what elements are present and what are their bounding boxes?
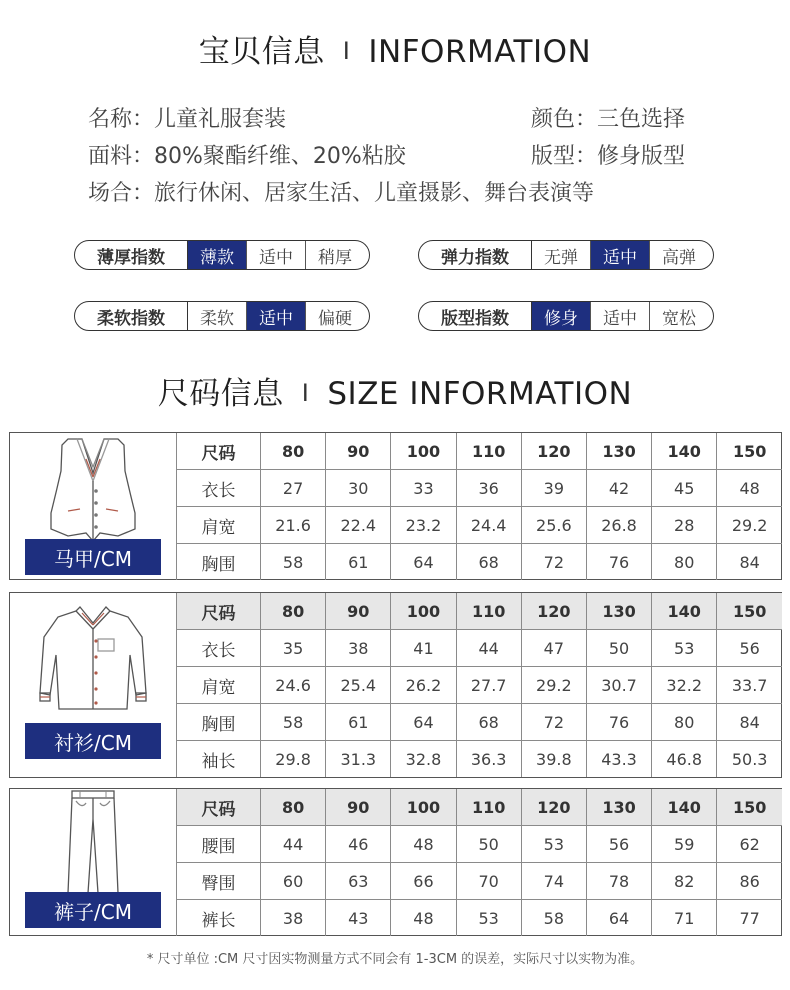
measurement-cell: 58 bbox=[261, 544, 326, 581]
index-option: 偏硬 bbox=[318, 308, 352, 329]
measurement-cell: 47 bbox=[521, 630, 586, 667]
index-option: 宽松 bbox=[662, 308, 696, 329]
measurement-cell: 29.8 bbox=[261, 741, 326, 778]
measurement-cell: 53 bbox=[521, 826, 586, 863]
product-fit: 版型：修身版型 bbox=[531, 144, 686, 169]
measurement-cell: 61 bbox=[326, 704, 391, 741]
measurement-cell: 80 bbox=[652, 704, 717, 741]
measurement-cell: 36 bbox=[456, 470, 521, 507]
measurement-cell: 80 bbox=[652, 544, 717, 581]
measurement-cell: 72 bbox=[521, 704, 586, 741]
size-header-row bbox=[177, 593, 783, 630]
row-label: 肩宽 bbox=[177, 507, 261, 544]
trousers-label: 裤子/CM bbox=[25, 892, 161, 928]
measurement-cell: 32.8 bbox=[391, 741, 456, 778]
row-label: 尺码 bbox=[177, 433, 261, 470]
index-option: 高弹 bbox=[662, 247, 696, 268]
measurement-cell: 66 bbox=[391, 863, 456, 900]
vest-label: 马甲/CM bbox=[25, 539, 161, 575]
measurement-cell: 58 bbox=[521, 900, 586, 937]
measurement-cell: 68 bbox=[456, 704, 521, 741]
size-cell: 110 bbox=[456, 789, 521, 826]
measurement-cell: 50.3 bbox=[717, 741, 782, 778]
table-row bbox=[177, 741, 783, 778]
measurement-cell: 46 bbox=[326, 826, 391, 863]
measurement-cell: 64 bbox=[586, 900, 651, 937]
measurement-cell: 61 bbox=[326, 544, 391, 581]
measurement-cell: 33.7 bbox=[717, 667, 782, 704]
measurement-cell: 30 bbox=[326, 470, 391, 507]
size-cell: 150 bbox=[717, 789, 782, 826]
measurement-cell: 53 bbox=[456, 900, 521, 937]
size-cell: 120 bbox=[521, 593, 586, 630]
table-row bbox=[177, 667, 783, 704]
row-label: 衣长 bbox=[177, 470, 261, 507]
table-row bbox=[177, 470, 783, 507]
index-name: 薄厚指数 bbox=[75, 241, 188, 269]
measurement-cell: 56 bbox=[717, 630, 782, 667]
size-cell: 140 bbox=[652, 593, 717, 630]
measurement-cell: 76 bbox=[586, 544, 651, 581]
measurement-cell: 76 bbox=[586, 704, 651, 741]
trousers-size-table bbox=[176, 789, 782, 936]
size-cell: 140 bbox=[652, 789, 717, 826]
title-separator: I bbox=[342, 37, 351, 65]
size-cell: 80 bbox=[261, 593, 326, 630]
measurement-cell: 86 bbox=[717, 863, 782, 900]
measurement-cell: 74 bbox=[521, 863, 586, 900]
index-option-selected: 适中 bbox=[247, 302, 306, 330]
row-label: 尺码 bbox=[177, 593, 261, 630]
row-label: 衣长 bbox=[177, 630, 261, 667]
measurement-cell: 29.2 bbox=[521, 667, 586, 704]
vest-size-block bbox=[9, 432, 782, 580]
size-cell: 90 bbox=[326, 593, 391, 630]
row-label: 肩宽 bbox=[177, 667, 261, 704]
shirt-size-block bbox=[9, 592, 782, 778]
measurement-cell: 32.2 bbox=[652, 667, 717, 704]
measurement-cell: 48 bbox=[391, 900, 456, 937]
table-row bbox=[177, 630, 783, 667]
index-name: 柔软指数 bbox=[75, 302, 188, 330]
measurement-cell: 44 bbox=[456, 630, 521, 667]
measurement-cell: 59 bbox=[652, 826, 717, 863]
product-occasion: 场合：旅行休闲、居家生活、儿童摄影、舞台表演等 bbox=[88, 181, 595, 206]
index-name: 弹力指数 bbox=[419, 241, 532, 269]
size-cell: 120 bbox=[521, 433, 586, 470]
measurement-cell: 72 bbox=[521, 544, 586, 581]
measurement-cell: 78 bbox=[586, 863, 651, 900]
index-option: 适中 bbox=[247, 241, 306, 269]
table-row bbox=[177, 704, 783, 741]
measurement-cell: 38 bbox=[261, 900, 326, 937]
index-elasticity bbox=[418, 240, 714, 270]
measurement-cell: 77 bbox=[717, 900, 782, 937]
measurement-cell: 48 bbox=[717, 470, 782, 507]
index-option: 稍厚 bbox=[318, 247, 352, 268]
trousers-size-block bbox=[9, 788, 782, 936]
measurement-cell: 56 bbox=[586, 826, 651, 863]
measurement-cell: 58 bbox=[261, 704, 326, 741]
size-cell: 140 bbox=[652, 433, 717, 470]
row-label: 腰围 bbox=[177, 826, 261, 863]
measurement-cell: 27 bbox=[261, 470, 326, 507]
size-cell: 150 bbox=[717, 433, 782, 470]
row-label: 尺码 bbox=[177, 789, 261, 826]
measurement-cell: 84 bbox=[717, 544, 782, 581]
measurement-cell: 50 bbox=[456, 826, 521, 863]
index-option: 柔软 bbox=[188, 302, 247, 330]
size-cell: 120 bbox=[521, 789, 586, 826]
measurement-cell: 48 bbox=[391, 826, 456, 863]
index-softness bbox=[74, 301, 370, 331]
measurement-cell: 43.3 bbox=[586, 741, 651, 778]
size-information-title bbox=[0, 368, 790, 413]
size-cell: 80 bbox=[261, 789, 326, 826]
measurement-cell: 21.6 bbox=[261, 507, 326, 544]
measurement-cell: 27.7 bbox=[456, 667, 521, 704]
vest-size-table bbox=[176, 433, 782, 580]
measurement-cell: 26.2 bbox=[391, 667, 456, 704]
measurement-cell: 24.6 bbox=[261, 667, 326, 704]
size-cell: 90 bbox=[326, 433, 391, 470]
measurement-cell: 36.3 bbox=[456, 741, 521, 778]
measurement-cell: 41 bbox=[391, 630, 456, 667]
index-name: 版型指数 bbox=[419, 302, 532, 330]
measurement-cell: 44 bbox=[261, 826, 326, 863]
measurement-cell: 31.3 bbox=[326, 741, 391, 778]
row-label: 袖长 bbox=[177, 741, 261, 778]
measurement-cell: 29.2 bbox=[717, 507, 782, 544]
measurement-cell: 64 bbox=[391, 544, 456, 581]
measurement-cell: 39 bbox=[521, 470, 586, 507]
index-option: 适中 bbox=[591, 302, 650, 330]
table-row bbox=[177, 544, 783, 581]
measurement-cell: 30.7 bbox=[586, 667, 651, 704]
row-label: 胸围 bbox=[177, 704, 261, 741]
measurement-cell: 38 bbox=[326, 630, 391, 667]
row-label: 臀围 bbox=[177, 863, 261, 900]
index-thickness bbox=[74, 240, 370, 270]
measurement-cell: 43 bbox=[326, 900, 391, 937]
index-fit bbox=[418, 301, 714, 331]
footnote: * 尺寸单位 :CM 尺寸因实物测量方式不同会有 1-3CM 的误差，实际尺寸以实物为准。 bbox=[146, 952, 644, 967]
measurement-cell: 26.8 bbox=[586, 507, 651, 544]
size-header-row bbox=[177, 789, 783, 826]
measurement-cell: 70 bbox=[456, 863, 521, 900]
shirt-size-table bbox=[176, 593, 782, 777]
table-row bbox=[177, 900, 783, 937]
size-header-row bbox=[177, 433, 783, 470]
measurement-cell: 63 bbox=[326, 863, 391, 900]
size-cell: 90 bbox=[326, 789, 391, 826]
measurement-cell: 64 bbox=[391, 704, 456, 741]
measurement-cell: 53 bbox=[652, 630, 717, 667]
size-cell: 130 bbox=[586, 789, 651, 826]
index-option-selected: 薄款 bbox=[188, 241, 247, 269]
measurement-cell: 39.8 bbox=[521, 741, 586, 778]
size-cell: 150 bbox=[717, 593, 782, 630]
product-color: 颜色：三色选择 bbox=[531, 107, 686, 132]
measurement-cell: 23.2 bbox=[391, 507, 456, 544]
row-label: 胸围 bbox=[177, 544, 261, 581]
shirt-illustration bbox=[10, 593, 176, 777]
table-row bbox=[177, 863, 783, 900]
measurement-cell: 71 bbox=[652, 900, 717, 937]
trousers-illustration bbox=[10, 789, 176, 935]
measurement-cell: 46.8 bbox=[652, 741, 717, 778]
row-label: 裤长 bbox=[177, 900, 261, 937]
measurement-cell: 50 bbox=[586, 630, 651, 667]
index-option-selected: 修身 bbox=[532, 302, 591, 330]
size-title-cn: 尺码信息 bbox=[157, 376, 284, 412]
size-cell: 100 bbox=[391, 433, 456, 470]
measurement-cell: 25.4 bbox=[326, 667, 391, 704]
product-name: 名称：儿童礼服套装 bbox=[88, 107, 287, 132]
size-cell: 110 bbox=[456, 593, 521, 630]
measurement-cell: 24.4 bbox=[456, 507, 521, 544]
information-title-cn: 宝贝信息 bbox=[198, 34, 325, 70]
measurement-cell: 60 bbox=[261, 863, 326, 900]
measurement-cell: 33 bbox=[391, 470, 456, 507]
information-title bbox=[0, 26, 790, 71]
size-cell: 130 bbox=[586, 433, 651, 470]
title-separator: I bbox=[301, 379, 310, 407]
measurement-cell: 45 bbox=[652, 470, 717, 507]
size-cell: 100 bbox=[391, 789, 456, 826]
table-row bbox=[177, 507, 783, 544]
measurement-cell: 84 bbox=[717, 704, 782, 741]
measurement-cell: 28 bbox=[652, 507, 717, 544]
product-fabric: 面料：80%聚酯纤维、20%粘胶 bbox=[88, 144, 406, 169]
measurement-cell: 82 bbox=[652, 863, 717, 900]
size-title-en: SIZE INFORMATION bbox=[327, 376, 633, 412]
vest-illustration bbox=[10, 433, 176, 579]
information-title-en: INFORMATION bbox=[368, 34, 592, 70]
measurement-cell: 35 bbox=[261, 630, 326, 667]
index-option-selected: 适中 bbox=[591, 241, 650, 269]
measurement-cell: 42 bbox=[586, 470, 651, 507]
measurement-cell: 25.6 bbox=[521, 507, 586, 544]
size-cell: 130 bbox=[586, 593, 651, 630]
size-cell: 110 bbox=[456, 433, 521, 470]
index-option: 无弹 bbox=[532, 241, 591, 269]
size-cell: 100 bbox=[391, 593, 456, 630]
measurement-cell: 62 bbox=[717, 826, 782, 863]
size-cell: 80 bbox=[261, 433, 326, 470]
measurement-cell: 22.4 bbox=[326, 507, 391, 544]
shirt-label: 衬衫/CM bbox=[25, 723, 161, 759]
table-row bbox=[177, 826, 783, 863]
measurement-cell: 68 bbox=[456, 544, 521, 581]
